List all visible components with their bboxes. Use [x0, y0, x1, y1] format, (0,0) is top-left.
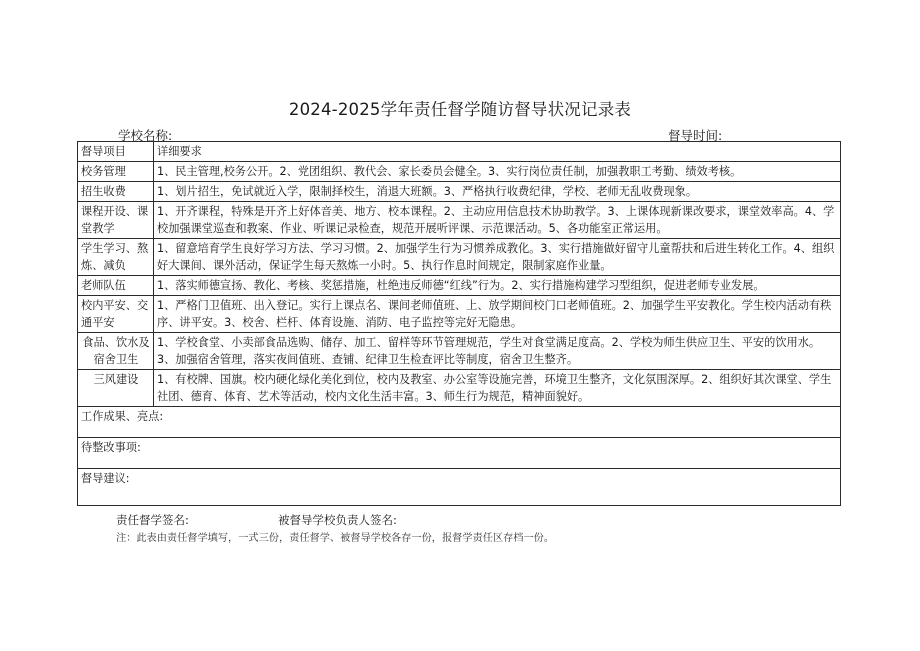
supervisor-signature-label: 责任督学签名:: [116, 513, 189, 527]
row-detail: 1、有校牌、国旗。校内硬化绿化美化到位，校内及教室、办公室等设施完善，环境卫生整齐，文化氛围深厚。2、组织好其次课堂、学生社团、德育、体育、艺术等活动，校内文化生活丰富。3、师生行为规范，精神面貌好。: [154, 370, 841, 407]
row-detail: 1、严格门卫值班、出入登记。实行上课点名、课间老师值班、上、放学期间校门口老师值班。2、加强学生平安教化。学生校内活动有秩序、讲平安。3、校舍、栏杆、体育设施、消防、电子监控等完好无隐患。: [154, 296, 841, 333]
header-detail: 详细要求: [154, 142, 841, 162]
row-detail: 1、学校食堂、小卖部食品选购、储存、加工、留样等环节管理规范，学生对食堂满足度高。2、学校为师生供应卫生、平安的饮用水。3、加强宿舍管理，落实夜间值班、查铺、纪律卫生检查评比等制度，宿舍卫生整齐。: [154, 333, 841, 370]
row-category: 校内平安、交通平安: [78, 296, 154, 333]
table-row: [78, 202, 841, 239]
header-item: 督导项目: [78, 142, 154, 162]
row-category: 食品、饮水及宿舍卫生: [78, 333, 154, 370]
table-row: [78, 182, 841, 202]
inspection-time-label: 督导时间:: [668, 128, 723, 143]
supervision-record-table: [77, 141, 841, 506]
footnote: 注：此表由责任督学填写，一式三份，责任督学、被督导学校各存一份，报督学责任区存档一份。: [116, 533, 555, 544]
row-category: 学生学习、熬炼、减负: [78, 239, 154, 276]
row-detail: 1、开齐课程，特殊是开齐上好体音美、地方、校本课程。2、主动应用信息技术协助教学。3、上课体现新课改要求，课堂效率高。4、学校加强课堂巡查和教案、作业、听课记录检查，规范开展听评课、示范课活动。5、各功能室正常运用。: [154, 202, 841, 239]
school-name-label: 学校名称:: [118, 128, 173, 143]
row-category: 三风建设: [78, 370, 154, 407]
table-row: [78, 162, 841, 182]
form-title: 2024-2025学年责任督学随访督导状况记录表: [288, 100, 632, 119]
to-improve-block: [78, 438, 841, 469]
row-category: 校务管理: [78, 162, 154, 182]
principal-signature-label: 被督导学校负责人签名:: [278, 513, 397, 527]
row-category: 招生收费: [78, 182, 154, 202]
achievements-block: [78, 407, 841, 438]
row-detail: 1、留意培育学生良好学习方法、学习习惯。2、加强学生行为习惯养成教化。3、实行措施做好留守儿童帮扶和后进生转化工作。4、组织好大课间、课外活动，保证学生每天熬炼一小时。5、执行作息时间规定，限制家庭作业量。: [154, 239, 841, 276]
row-category: 课程开设、课堂教学: [78, 202, 154, 239]
table-row: [78, 239, 841, 276]
table-header-row: [78, 142, 841, 162]
row-detail: 1、民主管理,校务公开。2、党团组织、教代会、家长委员会健全。3、实行岗位责任制，加强教职工考勤、绩效考核。: [154, 162, 841, 182]
row-detail: 1、落实师德宣扬、教化、考核、奖惩措施，杜绝违反师德“红线”行为。2、实行措施构建学习型组织，促进老师专业发展。: [154, 276, 841, 296]
row-category: 老师队伍: [78, 276, 154, 296]
table-row: [78, 296, 841, 333]
table-row: [78, 370, 841, 407]
suggestions-block: [78, 469, 841, 506]
row-detail: 1、划片招生，免试就近入学，限制择校生，消退大班额。3、严格执行收费纪律，学校、老师无乱收费现象。: [154, 182, 841, 202]
table-row: [78, 333, 841, 370]
suggestions-label: 督导建议:: [78, 469, 841, 506]
achievements-label: 工作成果、亮点:: [78, 407, 841, 438]
to-improve-label: 待整改事项:: [78, 438, 841, 469]
table-row: [78, 276, 841, 296]
